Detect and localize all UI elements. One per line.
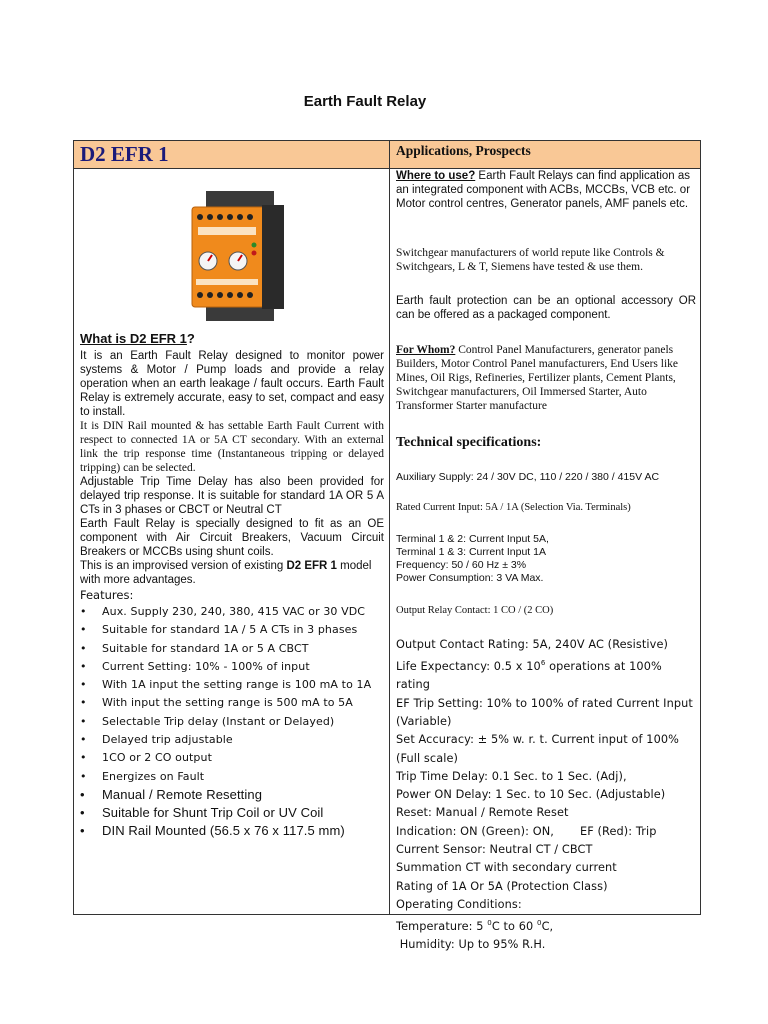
for-whom-paragraph: For Whom? Control Panel Manufacturers, generator panels Builders, Motor Control Panel manufacturers, End Users like Mines, Oil Rigs, Refineries, Fertilizer plants, Cement Plants, Switchgear manufacturers, Oil Immersed Starter, Auto Transformer Starter manufacture	[396, 344, 679, 412]
frequency-spec: Frequency: 50 / 60 Hz ± 3%	[396, 559, 527, 571]
features-list	[80, 603, 384, 840]
oe-component-paragraph: Earth Fault Relay is specially designed to fit as an OE component with Air Circuit Breakers, Vacuum Circuit Breakers or MCCBs using shunt coils.	[80, 518, 384, 558]
column-divider	[389, 169, 390, 915]
list-item: • Suitable for Shunt Trip Coil or UV Coil	[102, 804, 384, 822]
trip-delay-spec: Trip Time Delay: 0.1 Sec. to 1 Sec. (Adj),	[396, 769, 627, 783]
contact-rating-spec: Output Contact Rating: 5A, 240V AC (Resistive)	[396, 638, 669, 651]
rated-current-spec: Rated Current Input: 5A / 1A (Selection Via. Terminals)	[396, 502, 631, 513]
what-is-heading: What is D2 EFR 1?	[80, 331, 195, 346]
humidity-spec: Humidity: Up to 95% R.H.	[396, 938, 546, 952]
list-item: • DIN Rail Mounted (56.5 x 76 x 117.5 mm)	[102, 822, 384, 840]
improvised-paragraph: This is an improvised version of existing D2 EFR 1 model with more advantages.	[80, 560, 372, 586]
tech-specs-heading: Technical specifications:	[396, 435, 542, 450]
left-description	[80, 349, 384, 840]
model-header: D2 EFR 1	[74, 141, 390, 169]
trip-delay-paragraph: Adjustable Trip Time Delay has also been provided for delayed trip response. It is suitable for standard 1A OR 5 A CTs in 3 phases or CBCT or Neutral CT	[80, 476, 384, 516]
list-item: • Aux. Supply 230, 240, 380, 415 VAC or 30 VDC	[102, 603, 384, 621]
reset-spec: Reset: Manual / Remote Reset	[396, 806, 569, 820]
list-item: • Energizes on Fault	[102, 768, 384, 786]
set-accuracy-spec: Set Accuracy: ± 5% w. r. t. Current input of 100% (Full scale)	[396, 733, 679, 765]
terminal-specs	[396, 533, 696, 585]
power-on-spec: Power ON Delay: 1 Sec. to 10 Sec. (Adjustable)	[396, 788, 666, 802]
operating-conditions-label: Operating Conditions:	[396, 897, 522, 911]
list-item: • Delayed trip adjustable	[102, 731, 384, 749]
list-item: • Suitable for standard 1A or 5 A CBCT	[102, 640, 384, 658]
output-relay-spec: Output Relay Contact: 1 CO / (2 CO)	[396, 605, 554, 616]
terminal-13-spec: Terminal 1 & 3: Current Input 1A	[396, 546, 546, 558]
where-to-use-paragraph: Where to use? Earth Fault Relays can find application as an integrated component with ACBs, MCCBs, VCB etc. or Motor control centres, Generator panels, AMF panels etc.	[396, 170, 691, 210]
applications-header: Applications, Prospects	[390, 141, 700, 169]
din-rail-paragraph: It is DIN Rail mounted & has settable Earth Fault Current with respect to connected 1A or 5A CT secondary. With an external link the trip response time (Instantaneous tripping or delayed tripping) can be selected.	[80, 420, 384, 474]
list-item: • With input the setting range is 500 mA to 5A	[102, 694, 384, 712]
list-item: • Selectable Trip delay (Instant or Delayed)	[102, 713, 384, 731]
list-item: • Current Setting: 10% - 100% of input	[102, 658, 384, 676]
list-item: • Manual / Remote Resetting	[102, 786, 384, 804]
aux-supply-spec: Auxiliary Supply: 24 / 30V DC, 110 / 220 / 380 / 415V AC	[396, 471, 660, 483]
list-item: • 1CO or 2 CO output	[102, 749, 384, 767]
detailed-specs	[396, 636, 696, 955]
indication-spec: Indication: ON (Green): ON, EF (Red): Trip	[396, 824, 657, 838]
protection-paragraph: Earth fault protection can be an optional accessory OR can be offered as a packaged component.	[396, 295, 696, 321]
temperature-spec: Temperature: 5 $^0$C to 60 $^0$C,	[396, 919, 554, 933]
list-item: • Suitable for standard 1A / 5 A CTs in 3 phases	[102, 621, 384, 639]
spec-table	[73, 140, 701, 952]
power-spec: Power Consumption: 3 VA Max.	[396, 572, 544, 584]
ef-trip-spec: EF Trip Setting: 10% to 100% of rated Current Input (Variable)	[396, 696, 693, 728]
switchgear-paragraph: Switchgear manufacturers of world repute like Controls & Switchgears, L & T, Siemens have tested & use them.	[396, 247, 665, 273]
list-item: • With 1A input the setting range is 100 mA to 1A	[102, 676, 384, 694]
page-title: Earth Fault Relay	[303, 93, 427, 110]
intro-paragraph: It is an Earth Fault Relay designed to monitor power systems & Motor / Pump loads and provide a relay operation when an earth leakage / fault occurs. Earth Fault Relay is extremely accurate, easy to set, compact and easy to install.	[80, 350, 384, 418]
terminal-12-spec: Terminal 1 & 2: Current Input 5A,	[396, 533, 549, 545]
current-sensor-spec: Current Sensor: Neutral CT / CBCT	[396, 843, 593, 857]
summation-spec: Summation CT with secondary current	[396, 861, 617, 875]
features-label: Features:	[80, 588, 134, 602]
relay-product-image	[184, 183, 296, 333]
rating-spec: Rating of 1A Or 5A (Protection Class)	[396, 879, 608, 893]
life-expectancy-spec: Life Expectancy: 0.5 x $10^6$ operations at 100% rating	[396, 659, 662, 692]
